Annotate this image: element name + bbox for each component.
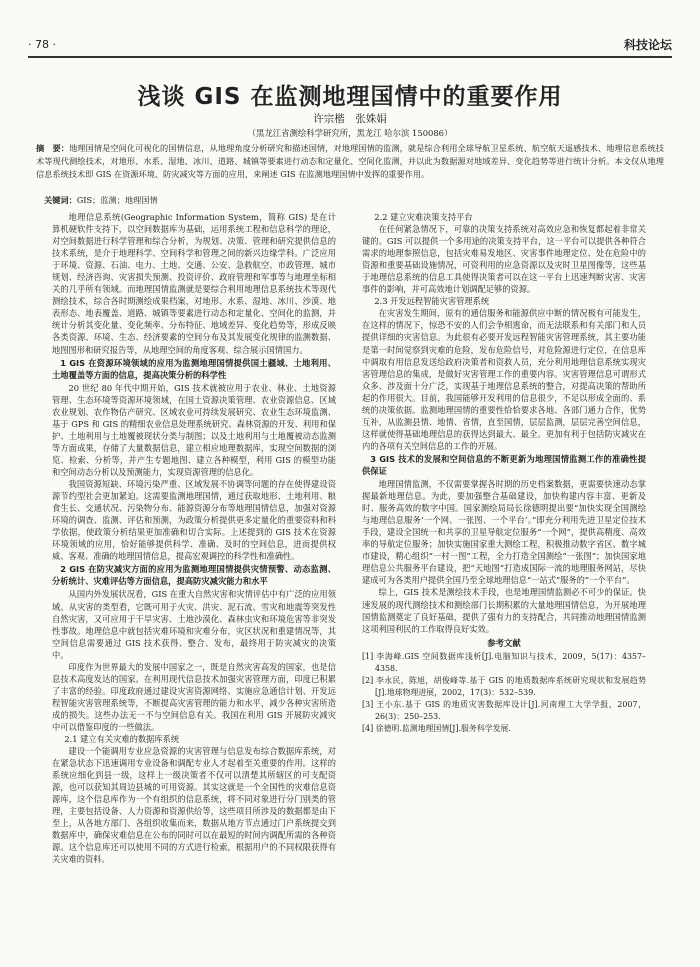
subsection-heading: 2.1 建立有关灾难的数据库系统 [64, 734, 180, 745]
paragraph: 建设一个能调用专业应急资源的灾害管理与信息发布综合数据库系统，对在紧急状态下迅速调用专业设备和调配专业人才起着至关重要的作用。这样的系统应细化到县一级，这样上一级决策者不仅可以清楚其所辖区的可支配资源，也可以获知其周边县城的可用资源。其实这就是一个全国性的灾难信息资源库，这个信息库作为一个有组织的信息系统，将不同对象进行分门别类的管理，主要包括设备、人力资源和资源供给等，这些项目所涉及的数据都是由下至上，从各地方部门、各组织收集而来，数据从地方节点通过门户系统提交到数据库中，确保灾难信息在公布的同时可以在最短的时间内调配所需的各种资源。这个信息库还可以使用不同的方式进行检索，根据用户的不同权限获得有关灾难的资料。 [52, 746, 336, 865]
paragraph: 地理国情监测，不仅需要掌握各时期的历史档案数据，更需要快速动态掌握最新地理信息。为此，要加强整合基础建设，加快构建内容丰富、更新及时、服务高效的数字中国。国家测绘局局长徐德明提出要“加快实现全国测绘与地理信息服务‘一个网、一张图、一个平台’。”即充分利用先进卫星定位技术手段，建设全国统一和共享的卫星导航定位服务“一个网”，提供高精度、高效率的导航定位服务；加快实施国家重大测绘工程，积极推动数字省区、数字城市建设，精心组织“一村一图”工程，全力打造全国测绘“一张图”；加快国家地理信息公共服务平台建设，把“天地图”打造成国际一流的地理服务网站，尽快建成可为各类用户提供全国乃至全球地理信息“一站式”服务的“一个平台”。 [362, 479, 646, 586]
abstract [36, 142, 664, 180]
article-title: 浅谈 GIS 在监测地理国情中的重要作用 [137, 84, 563, 110]
paragraph: 在任何紧急情况下，可靠的决策支持系统对高效应急和恢复都起着非常关键的。GIS 可以提供一个多用途的决策支持平台，这一平台可以提供各种符合需求的地理参照信息，包括灾难易发地区、灾害事件地理定位、处在危险中的资源和重要基础设施情况，可资利用的应急资源以及灾时卫星图像等，这些基于地理信息系统的信息工具使得决策者可以在这一平台上迅速判断灾害、灾害事件的影响，并可高效地计划调配足够的资源。 [362, 224, 646, 295]
abstract-label: 摘 要： [36, 143, 70, 153]
reference-item: [3] 王小东.基于 GIS 的地质灾害数据库设计[J].河南理工大学学报，2007，26(3)：250–253. [362, 699, 646, 721]
reference-item: [2] 李永民，陈旭，胡俊峰等.基于 GIS 的地质数据库系统研究现状和发展趋势[J].地球物理进展，2002，17(3)：532–539. [362, 675, 646, 697]
reference-item: [4] 徐德明.监测地理国情[J].服务科学发展. [362, 723, 511, 733]
section-heading: 3 GIS 技术的发展和空间信息的不断更新为地理国情监测工作的准确性提供保证 [362, 453, 646, 476]
keywords [44, 195, 664, 206]
paragraph: 综上，GIS 技术是测绘技术手段，也是地理国情监测必不可少的保证。快速发展的现代测绘技术和测绘部门长期积累的大量地理国情信息，为开展地理国情监测奠定了良好基础，提供了强有力的支持配合，共同推动地理国情监测这项利国利民的工作取得良好实效。 [362, 587, 646, 634]
running-header [28, 34, 672, 54]
subsection-heading: 2.3 开发远程智能灾害管理系统 [374, 296, 490, 307]
paragraph: 地理信息系统(Geographic Information System，简称 GIS) 是在计算机硬软件支持下，以空间数据库为基础，运用系统工程和信息科学的理论，对空间数据进行科学管理和综合分析，为规划、决策、管理和研究提供信息的技术系统，是介于地理科学、空间科学和管理之间的新兴边缘学科。广泛应用于环境、资源、石油、电力、土地、交通、公安、急救航空、市政管理、城市规划、经济咨询、灾害损失预测、投资评价、政府管理和军事等与地理坐标相关的几乎所有领域。而地理国情监测就是要综合利用地理信息系统技术等现代测绘技术，综合各时期测绘成果档案，对地形、水系、湿地、冰川、沙漠、地表形态、地表覆盖、道路、城镇等要素进行动态和定量化、空间化的监测，并统计分析其变化量、变化频率、分布特征、地域差异、变化趋势等，形成反映各类资源、环境、生态、经济要素的空间分布及其发展变化规律的监测数据、地图图形和研究报告等，从地理空间的角度客观、综合展示国情国力。 [52, 212, 336, 355]
reference-item: [1] 李海峰.GIS 空间数据库浅析[J].电脑知识与技术，2009，5(17)：4357–4358. [362, 651, 646, 673]
abstract-text: 地理国情是空间化可视化的国情信息，从地理角度分析研究和描述国情，对地理国情的监测，就是综合利用全球导航卫星系统、航空航天遥感技术、地理信息系统技术等现代测绘技术，对地形、水系、湿地、冰川、道路、城镇等要素进行动态和定量化、空间化监测，并以此为数据源对地域差异、变化趋势等进行统计分析。本文仅从地理信息系统技术即 GIS 在资源环境、防灾减灾等方面的应用，来阐述 GIS 在监测地理国情中发挥的重要作用。 [36, 143, 664, 179]
section-heading: 2 GIS 在防灾减灾方面的应用为监测地理国情提供灾情预警、动态监测、分析统计、灾难评估等方面信息，提高防灾减灾能力和水平 [52, 564, 336, 587]
journal-section: 科技论坛 [623, 38, 672, 52]
author-affiliation: （黑龙江省测绘科学研究所，黑龙江 哈尔滨 150086） [247, 128, 453, 138]
paragraph: 从国内外发展状况看，GIS 在重大自然灾害和灾情评估中有广泛的应用领域。从灾害的类型看，它既可用于火灾、洪灾、泥石流、雪灾和地震等突发性自然灾害，又可应用于干旱灾害、土地沙漠化、森林虫灾和环境危害等非突发性事故。地理信息中就包括灾难环境和灾难分布，灾区状况和重建情况等，其空间信息需要通过 GIS 技术获得、整合、发布，最终用于防灾减灾的决策中。 [52, 589, 336, 660]
paragraph: 20 世纪 80 年代中期开始，GIS 技术就被应用于农业、林业、土地资源管理、生态环境等资源环境领域，在国土资源决策管理、农业资源信息、区域农业规划、农作物估产研究、区域农业可持续发展研究、农业生态环境监测、基于 GPS 和 GIS 的精细农业信息处理系统研究、森林资源的开发、利用和保护、土地利用与土地覆被现状分类与制图；以及土地利用与土地覆被动态监测等方面成果，存储了大量数据信息，建立相应地理数据库，实现空间数据的浏览、检索、分析等，并产生专题地图、建立各种模型，利用 GIS 的模型功能和空间动态分析以及预测能力，实现资源管理的信息化。 [52, 382, 336, 477]
header-rule [28, 56, 672, 58]
paragraph: 印度作为世界最大的发展中国家之一，既是自然灾害高发的国家，也是信息技术高度发达的国家。在利用现代信息技术加强灾害管理方面，印度已积累了丰富的经验。印度政府通过建设灾害资源网络、实施应急通信计划、开发远程智能灾害管理系统等，不断提高灾害管理的能力和水平，减少各种灾害所造成的损失。这些办法无一不与空间信息有关。我国在利用 GIS 开展防灾减灾中可以借鉴印度的一些做法。 [52, 661, 336, 732]
keywords-label: 关键词： [44, 195, 77, 205]
right-column [362, 211, 646, 735]
keywords-text: GIS；监测；地理国情 [76, 195, 158, 205]
paragraph: 我国资源短缺、环境污染严重、区域发展不协调等问题的存在使得建设资源节约型社会更加紧迫。这需要监测地理国情，通过获取地形、土地利用、粮食生长、交通状况、污染物分布、能源资源分布等地理国情信息，加强对资源环境的调查、监测、评估和预测，为政策分析提供更多定量化的重要资料和科学依据，使政策分析结果更加准确和切合实际。上述提到的 GIS 技术在资源环境领域的应用，恰好能够提供科学、准确、及时的空间信息，进而提供权威、客观、准确的地理国情信息，提高宏观调控的科学性和准确性。 [52, 479, 336, 562]
article-authors: 许宗楷 张姝娟 [313, 113, 387, 125]
references-heading: 参考文献 [487, 637, 521, 648]
page-number: · 78 · [28, 38, 56, 51]
subsection-heading: 2.2 建立灾难决策支持平台 [374, 212, 473, 222]
left-column [52, 211, 336, 866]
paragraph: 在灾害发生期间，原有的通信服务和能源供应中断的情况极有可能发生，在这样的情况下，惊恐不安的人们会争相逃命，而无法联系和有关部门和人员提供详细的灾害信息。为此很有必要开发远程智能灾害管理系统，其主要功能是第一时间觉察到灾难的危险，发布危险信号，对危险源进行定位，在信息库中调取有用信息发送给政府决策者和资救人员，充分利用地理信息系统实现灾害管理信息的集成，是做好灾害管理工作的重要内容。灾害管理信息可谓形式众多、涉及面十分广泛，实现基于地理信息系统的整合，对提高决策的帮助所起的作用很大。目前，我国能够开发利用的信息很少，不足以形成全面的、系统的决策依据。监测地理国情的重要性恰恰要求各地、各部门通力合作，优势互补，从监测县情、地情、省情，直至国情，层层监测，层层完善空间信息，这样就使得基础地理信息的获得达到最大、最全。更加有利于包括防灾减灾在内的各项有关空间信息的工作的开展。 [362, 308, 646, 451]
section-heading: 1 GIS 在资源环境领域的应用为监测地理国情提供国土疆域、土地利用、土地覆盖等方面的信息，提高决策分析的科学性 [52, 357, 336, 380]
